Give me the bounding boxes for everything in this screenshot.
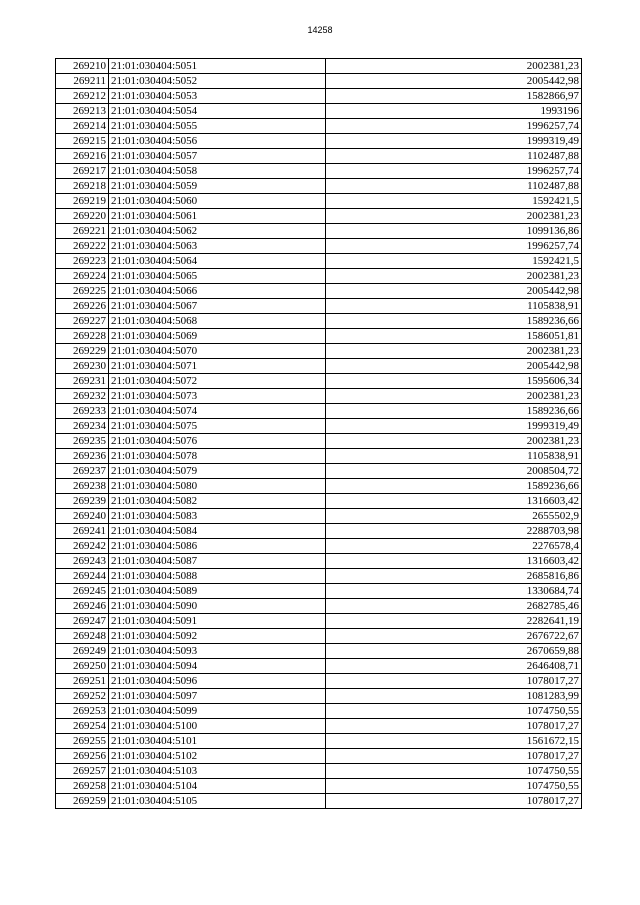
table-row bbox=[56, 659, 582, 674]
cadastral-number-cell: 21:01:030404:5065 bbox=[109, 269, 326, 284]
cadastral-number-cell: 21:01:030404:5069 bbox=[109, 329, 326, 344]
table-row bbox=[56, 389, 582, 404]
row-id-cell: 269243 bbox=[56, 554, 109, 569]
table-row bbox=[56, 164, 582, 179]
row-id-cell: 269222 bbox=[56, 239, 109, 254]
cadastral-value-cell: 2005442,98 bbox=[326, 359, 582, 374]
row-id-cell: 269249 bbox=[56, 644, 109, 659]
table-row bbox=[56, 299, 582, 314]
table-row bbox=[56, 209, 582, 224]
table-row bbox=[56, 569, 582, 584]
table-row bbox=[56, 479, 582, 494]
cadastral-number-cell: 21:01:030404:5076 bbox=[109, 434, 326, 449]
row-id-cell: 269252 bbox=[56, 689, 109, 704]
cadastral-value-cell: 1099136,86 bbox=[326, 224, 582, 239]
cadastral-number-cell: 21:01:030404:5070 bbox=[109, 344, 326, 359]
row-id-cell: 269228 bbox=[56, 329, 109, 344]
row-id-cell: 269237 bbox=[56, 464, 109, 479]
row-id-cell: 269233 bbox=[56, 404, 109, 419]
page-number: 14258 bbox=[307, 25, 333, 35]
cadastral-value-cell: 1074750,55 bbox=[326, 764, 582, 779]
cadastral-number-cell: 21:01:030404:5054 bbox=[109, 104, 326, 119]
cadastral-value-cell: 2002381,23 bbox=[326, 209, 582, 224]
table-row bbox=[56, 749, 582, 764]
table-row bbox=[56, 524, 582, 539]
cadastral-value-cell: 2008504,72 bbox=[326, 464, 582, 479]
row-id-cell: 269250 bbox=[56, 659, 109, 674]
cadastral-number-cell: 21:01:030404:5073 bbox=[109, 389, 326, 404]
row-id-cell: 269232 bbox=[56, 389, 109, 404]
cadastral-number-cell: 21:01:030404:5088 bbox=[109, 569, 326, 584]
row-id-cell: 269242 bbox=[56, 539, 109, 554]
table-row bbox=[56, 779, 582, 794]
cadastral-number-cell: 21:01:030404:5103 bbox=[109, 764, 326, 779]
cadastral-value-cell: 1586051,81 bbox=[326, 329, 582, 344]
cadastral-number-cell: 21:01:030404:5091 bbox=[109, 614, 326, 629]
row-id-cell: 269226 bbox=[56, 299, 109, 314]
cadastral-number-cell: 21:01:030404:5061 bbox=[109, 209, 326, 224]
row-id-cell: 269258 bbox=[56, 779, 109, 794]
cadastral-number-cell: 21:01:030404:5060 bbox=[109, 194, 326, 209]
cadastral-number-cell: 21:01:030404:5071 bbox=[109, 359, 326, 374]
cadastral-number-cell: 21:01:030404:5063 bbox=[109, 239, 326, 254]
table-row bbox=[56, 314, 582, 329]
table-row bbox=[56, 794, 582, 809]
table-row bbox=[56, 269, 582, 284]
table-row bbox=[56, 689, 582, 704]
table-row bbox=[56, 149, 582, 164]
row-id-cell: 269214 bbox=[56, 119, 109, 134]
row-id-cell: 269212 bbox=[56, 89, 109, 104]
cadastral-number-cell: 21:01:030404:5097 bbox=[109, 689, 326, 704]
row-id-cell: 269239 bbox=[56, 494, 109, 509]
cadastral-number-cell: 21:01:030404:5068 bbox=[109, 314, 326, 329]
row-id-cell: 269211 bbox=[56, 74, 109, 89]
cadastral-number-cell: 21:01:030404:5079 bbox=[109, 464, 326, 479]
cadastral-value-cell: 1993196 bbox=[326, 104, 582, 119]
cadastral-value-cell: 1582866,97 bbox=[326, 89, 582, 104]
row-id-cell: 269251 bbox=[56, 674, 109, 689]
cadastral-number-cell: 21:01:030404:5058 bbox=[109, 164, 326, 179]
cadastral-number-cell: 21:01:030404:5089 bbox=[109, 584, 326, 599]
cadastral-value-cell: 1316603,42 bbox=[326, 494, 582, 509]
cadastral-value-cell: 2685816,86 bbox=[326, 569, 582, 584]
cadastral-number-cell: 21:01:030404:5087 bbox=[109, 554, 326, 569]
table-row bbox=[56, 599, 582, 614]
row-id-cell: 269230 bbox=[56, 359, 109, 374]
cadastral-number-cell: 21:01:030404:5093 bbox=[109, 644, 326, 659]
row-id-cell: 269235 bbox=[56, 434, 109, 449]
table-row bbox=[56, 374, 582, 389]
cadastral-number-cell: 21:01:030404:5075 bbox=[109, 419, 326, 434]
row-id-cell: 269255 bbox=[56, 734, 109, 749]
cadastral-number-cell: 21:01:030404:5094 bbox=[109, 659, 326, 674]
cadastral-value-cell: 1996257,74 bbox=[326, 164, 582, 179]
cadastral-value-cell: 2676722,67 bbox=[326, 629, 582, 644]
table-row bbox=[56, 194, 582, 209]
cadastral-value-cell: 2002381,23 bbox=[326, 59, 582, 74]
cadastral-value-cell: 1592421,5 bbox=[326, 254, 582, 269]
table-row bbox=[56, 644, 582, 659]
cadastral-value-cell: 2002381,23 bbox=[326, 344, 582, 359]
cadastral-number-cell: 21:01:030404:5067 bbox=[109, 299, 326, 314]
table-row bbox=[56, 59, 582, 74]
cadastral-number-cell: 21:01:030404:5055 bbox=[109, 119, 326, 134]
cadastral-value-cell: 1078017,27 bbox=[326, 674, 582, 689]
table-row bbox=[56, 584, 582, 599]
cadastral-value-cell: 1102487,88 bbox=[326, 179, 582, 194]
cadastral-value-cell: 1330684,74 bbox=[326, 584, 582, 599]
cadastral-number-cell: 21:01:030404:5059 bbox=[109, 179, 326, 194]
table-row bbox=[56, 224, 582, 239]
table-row bbox=[56, 284, 582, 299]
cadastral-number-cell: 21:01:030404:5064 bbox=[109, 254, 326, 269]
row-id-cell: 269259 bbox=[56, 794, 109, 809]
row-id-cell: 269246 bbox=[56, 599, 109, 614]
row-id-cell: 269256 bbox=[56, 749, 109, 764]
table-row bbox=[56, 419, 582, 434]
cadastral-number-cell: 21:01:030404:5062 bbox=[109, 224, 326, 239]
cadastral-number-cell: 21:01:030404:5101 bbox=[109, 734, 326, 749]
cadastral-number-cell: 21:01:030404:5057 bbox=[109, 149, 326, 164]
cadastral-value-cell: 1102487,88 bbox=[326, 149, 582, 164]
cadastral-number-cell: 21:01:030404:5104 bbox=[109, 779, 326, 794]
row-id-cell: 269225 bbox=[56, 284, 109, 299]
cadastral-value-cell: 2282641,19 bbox=[326, 614, 582, 629]
row-id-cell: 269240 bbox=[56, 509, 109, 524]
cadastral-value-table bbox=[55, 58, 582, 809]
table-row bbox=[56, 104, 582, 119]
cadastral-value-cell: 2670659,88 bbox=[326, 644, 582, 659]
cadastral-value-cell: 1999319,49 bbox=[326, 419, 582, 434]
row-id-cell: 269217 bbox=[56, 164, 109, 179]
cadastral-value-cell: 1561672,15 bbox=[326, 734, 582, 749]
table-row bbox=[56, 134, 582, 149]
table-row bbox=[56, 329, 582, 344]
table-row bbox=[56, 719, 582, 734]
cadastral-number-cell: 21:01:030404:5092 bbox=[109, 629, 326, 644]
cadastral-value-cell: 2646408,71 bbox=[326, 659, 582, 674]
row-id-cell: 269216 bbox=[56, 149, 109, 164]
row-id-cell: 269254 bbox=[56, 719, 109, 734]
cadastral-number-cell: 21:01:030404:5052 bbox=[109, 74, 326, 89]
table-row bbox=[56, 89, 582, 104]
table-row bbox=[56, 509, 582, 524]
row-id-cell: 269234 bbox=[56, 419, 109, 434]
cadastral-number-cell: 21:01:030404:5102 bbox=[109, 749, 326, 764]
table-row bbox=[56, 539, 582, 554]
cadastral-number-cell: 21:01:030404:5053 bbox=[109, 89, 326, 104]
cadastral-value-cell: 2002381,23 bbox=[326, 434, 582, 449]
cadastral-value-cell: 1078017,27 bbox=[326, 749, 582, 764]
cadastral-value-cell: 2002381,23 bbox=[326, 269, 582, 284]
table-row bbox=[56, 629, 582, 644]
table-row bbox=[56, 254, 582, 269]
cadastral-number-cell: 21:01:030404:5078 bbox=[109, 449, 326, 464]
cadastral-number-cell: 21:01:030404:5086 bbox=[109, 539, 326, 554]
cadastral-value-cell: 2005442,98 bbox=[326, 74, 582, 89]
row-id-cell: 269241 bbox=[56, 524, 109, 539]
row-id-cell: 269238 bbox=[56, 479, 109, 494]
row-id-cell: 269257 bbox=[56, 764, 109, 779]
row-id-cell: 269218 bbox=[56, 179, 109, 194]
cadastral-value-cell: 2682785,46 bbox=[326, 599, 582, 614]
cadastral-value-cell: 1074750,55 bbox=[326, 704, 582, 719]
table-row bbox=[56, 239, 582, 254]
row-id-cell: 269220 bbox=[56, 209, 109, 224]
row-id-cell: 269244 bbox=[56, 569, 109, 584]
cadastral-number-cell: 21:01:030404:5056 bbox=[109, 134, 326, 149]
table-row bbox=[56, 344, 582, 359]
cadastral-value-cell: 1316603,42 bbox=[326, 554, 582, 569]
cadastral-value-cell: 1105838,91 bbox=[326, 299, 582, 314]
table-row bbox=[56, 704, 582, 719]
cadastral-number-cell: 21:01:030404:5066 bbox=[109, 284, 326, 299]
table-row bbox=[56, 404, 582, 419]
row-id-cell: 269231 bbox=[56, 374, 109, 389]
row-id-cell: 269253 bbox=[56, 704, 109, 719]
cadastral-number-cell: 21:01:030404:5051 bbox=[109, 59, 326, 74]
row-id-cell: 269247 bbox=[56, 614, 109, 629]
cadastral-value-cell: 1074750,55 bbox=[326, 779, 582, 794]
cadastral-number-cell: 21:01:030404:5072 bbox=[109, 374, 326, 389]
cadastral-number-cell: 21:01:030404:5099 bbox=[109, 704, 326, 719]
cadastral-value-cell: 1078017,27 bbox=[326, 719, 582, 734]
cadastral-value-cell: 2002381,23 bbox=[326, 389, 582, 404]
cadastral-value-cell: 1589236,66 bbox=[326, 314, 582, 329]
cadastral-value-cell: 1078017,27 bbox=[326, 794, 582, 809]
cadastral-value-cell: 1595606,34 bbox=[326, 374, 582, 389]
cadastral-value-cell: 1592421,5 bbox=[326, 194, 582, 209]
row-id-cell: 269245 bbox=[56, 584, 109, 599]
row-id-cell: 269221 bbox=[56, 224, 109, 239]
table-row bbox=[56, 359, 582, 374]
cadastral-number-cell: 21:01:030404:5090 bbox=[109, 599, 326, 614]
row-id-cell: 269213 bbox=[56, 104, 109, 119]
row-id-cell: 269227 bbox=[56, 314, 109, 329]
table-row bbox=[56, 119, 582, 134]
cadastral-value-cell: 2655502,9 bbox=[326, 509, 582, 524]
row-id-cell: 269210 bbox=[56, 59, 109, 74]
cadastral-number-cell: 21:01:030404:5082 bbox=[109, 494, 326, 509]
table-row bbox=[56, 179, 582, 194]
table-row bbox=[56, 734, 582, 749]
table-row bbox=[56, 434, 582, 449]
cadastral-number-cell: 21:01:030404:5100 bbox=[109, 719, 326, 734]
row-id-cell: 269215 bbox=[56, 134, 109, 149]
cadastral-number-cell: 21:01:030404:5080 bbox=[109, 479, 326, 494]
cadastral-value-cell: 1105838,91 bbox=[326, 449, 582, 464]
table-row bbox=[56, 449, 582, 464]
cadastral-value-cell: 1589236,66 bbox=[326, 479, 582, 494]
table-row bbox=[56, 464, 582, 479]
table-row bbox=[56, 614, 582, 629]
table-row bbox=[56, 674, 582, 689]
row-id-cell: 269224 bbox=[56, 269, 109, 284]
cadastral-number-cell: 21:01:030404:5074 bbox=[109, 404, 326, 419]
table-row bbox=[56, 764, 582, 779]
cadastral-value-cell: 1999319,49 bbox=[326, 134, 582, 149]
cadastral-value-cell: 1081283,99 bbox=[326, 689, 582, 704]
row-id-cell: 269236 bbox=[56, 449, 109, 464]
row-id-cell: 269219 bbox=[56, 194, 109, 209]
row-id-cell: 269248 bbox=[56, 629, 109, 644]
cadastral-value-cell: 2276578,4 bbox=[326, 539, 582, 554]
cadastral-value-cell: 1996257,74 bbox=[326, 239, 582, 254]
cadastral-value-cell: 2005442,98 bbox=[326, 284, 582, 299]
table-row bbox=[56, 554, 582, 569]
cadastral-number-cell: 21:01:030404:5096 bbox=[109, 674, 326, 689]
cadastral-number-cell: 21:01:030404:5105 bbox=[109, 794, 326, 809]
table-row bbox=[56, 494, 582, 509]
cadastral-number-cell: 21:01:030404:5083 bbox=[109, 509, 326, 524]
cadastral-value-cell: 1589236,66 bbox=[326, 404, 582, 419]
cadastral-value-cell: 2288703,98 bbox=[326, 524, 582, 539]
cadastral-value-cell: 1996257,74 bbox=[326, 119, 582, 134]
cadastral-number-cell: 21:01:030404:5084 bbox=[109, 524, 326, 539]
row-id-cell: 269229 bbox=[56, 344, 109, 359]
row-id-cell: 269223 bbox=[56, 254, 109, 269]
table-body bbox=[56, 59, 582, 809]
table-row bbox=[56, 74, 582, 89]
